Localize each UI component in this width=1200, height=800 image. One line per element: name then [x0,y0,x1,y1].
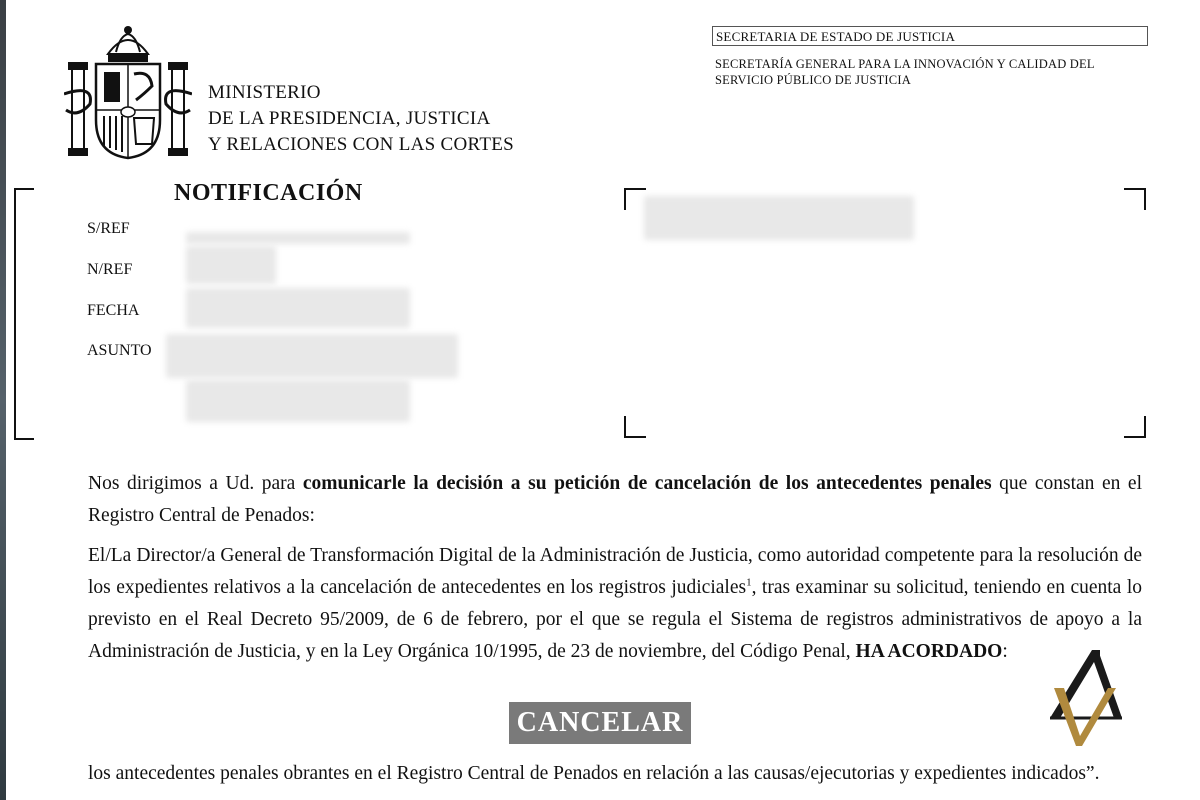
ministry-name [208,80,514,158]
address-corner-bottom-right [1124,416,1146,438]
notification-title: NOTIFICACIÓN [174,180,363,206]
secretaria-general-line-2: SERVICIO PÚBLICO DE JUSTICIA [715,73,911,87]
ministry-line-2: DE LA PRESIDENCIA, JUSTICIA [208,108,491,129]
redacted-asunto-cont [186,380,410,422]
field-s-ref: S/REF [87,220,130,237]
spain-coat-of-arms-icon [64,24,192,160]
decision-end: : [1002,641,1008,662]
redacted-asunto [166,334,458,378]
paragraph-intro [88,468,1142,532]
cancel-heading-wrap [0,702,1200,744]
address-corner-top-right [1124,188,1146,210]
secretaria-general [715,56,1155,88]
paragraph-final: los antecedentes penales obrantes en el Registro Central de Penados en relación a las causas/ejecutorias y expedientes indicados”. [88,763,1100,784]
decision-text-a: El/La Director/a General de Transformación Digital de la Administración de Justicia, como autoridad competente para la resolución de los expedientes relativos a la cancelación de antecedentes en los registros judiciales [88,545,1142,598]
page-edge [0,0,6,800]
intro-text: Nos dirigimos a Ud. para [88,473,303,494]
address-corner-bottom-left [624,416,646,438]
field-fecha: FECHA [87,302,140,319]
intro-bold: comunicarle la decisión a su petición de cancelación de los antecedentes penales [302,473,992,494]
ministry-line-1: MINISTERIO [208,82,321,103]
intro-rest: que constan en el Registro Central de Penados: [88,473,1143,526]
footnote-ref: 1 [746,576,752,589]
redacted-n-ref [186,246,276,284]
redacted-s-ref [186,232,410,244]
left-bracket [14,188,34,440]
paragraph-decision [88,540,1142,668]
decision-text-b: , tras examinar su solicitud, teniendo en cuenta lo previsto en el Real Decreto 95/2009, de 6 de febrero, por el que se regula el Sistema de registros administrativos de apoyo a la Administración de Justicia, y en la Ley Orgánica 10/1995, de 23 de noviembre, del Código Penal, [88,577,1142,662]
address-corner-top-left [624,188,646,210]
cancelar-heading: CANCELAR [509,702,692,744]
ha-acordado: HA ACORDADO [855,641,1003,662]
secretaria-general-line-1: SECRETARÍA GENERAL PARA LA INNOVACIÓN Y CALIDAD DEL [715,57,1095,71]
redacted-address [644,196,914,240]
redacted-fecha [186,288,410,328]
ministry-line-3: Y RELACIONES CON LAS CORTES [208,134,515,155]
field-asunto: ASUNTO [87,342,152,359]
av-monogram-icon [1046,648,1126,748]
secretaria-estado-box: SECRETARIA DE ESTADO DE JUSTICIA [712,26,1148,46]
field-n-ref: N/REF [87,261,133,278]
